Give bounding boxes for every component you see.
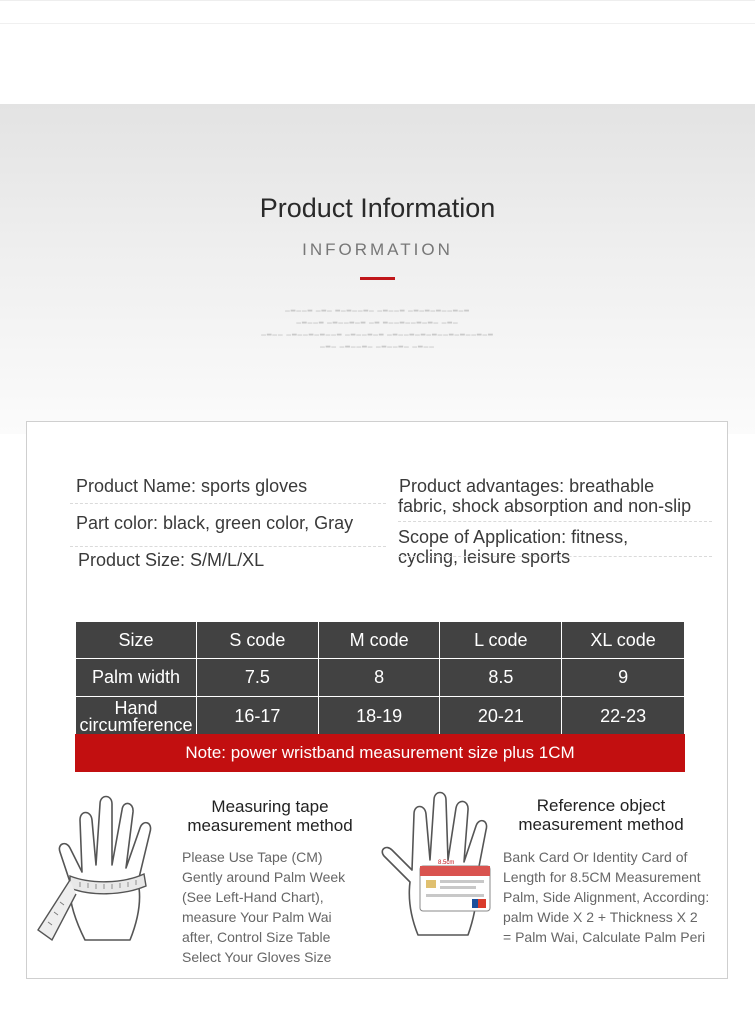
method-title-line: Reference object <box>536 796 666 815</box>
description-line: after, Control Size Table <box>182 929 331 945</box>
table-row <box>76 697 685 737</box>
description-line: Length for 8.5CM Measurement <box>503 869 701 885</box>
part-color: Part color: black, green color, Gray <box>76 513 354 533</box>
description-line: Palm, Side Alignment, According: <box>503 889 710 905</box>
method-title-line: Measuring tape <box>211 797 329 816</box>
row-label-line: Hand <box>114 697 158 718</box>
divider <box>70 503 386 504</box>
description-line: Gently around Palm Week <box>182 869 346 885</box>
method-title <box>170 797 370 835</box>
row-label-line: circumference <box>79 714 193 735</box>
decorative-text-line: ▁▂▁▁▂ ▁▂▁▁▂▁▂ ▁▂ ▂▁▁▂▁▁▂▁▂▁ ▁▂▁ <box>296 318 459 324</box>
row-label <box>76 697 197 737</box>
advantages-line-1: Product advantages: breathable <box>399 476 655 496</box>
product-name: Product Name: sports gloves <box>76 476 308 496</box>
table-row <box>76 659 685 697</box>
top-blank-area <box>0 0 755 104</box>
method-description <box>503 847 709 947</box>
description-line: Please Use Tape (CM) <box>182 849 323 865</box>
method-title-line: measurement method <box>187 816 353 835</box>
hand-card-illustration <box>378 790 503 940</box>
table-header-row <box>76 622 685 659</box>
description-line: = Palm Wai, Calculate Palm Peri <box>503 929 706 945</box>
decorative-text-line: ▁▂▁▁ ▁▂▁▁▂▁▂▁▁▂ ▁▂▁▁▂▁▂ ▁▂▁▁▂▁▂▁▂▁▁▂▁▂▁▁▂▁▂ <box>261 330 494 336</box>
product-size: Product Size: S/M/L/XL <box>78 550 265 570</box>
page-subtitle: INFORMATION <box>302 240 453 259</box>
table-header-cell: M code <box>318 622 440 659</box>
table-cell: 18-19 <box>318 697 440 737</box>
hand-tape-illustration <box>30 790 190 960</box>
description-line: palm Wide X 2 + Thickness X 2 <box>503 909 698 925</box>
table-header-cell: L code <box>440 622 562 659</box>
table-cell: 22-23 <box>562 697 685 737</box>
divider <box>398 556 712 557</box>
divider <box>70 546 386 547</box>
scope-line-1: Scope of Application: fitness, <box>398 527 629 547</box>
description-line: (See Left-Hand Chart), <box>182 889 324 905</box>
table-cell: 8.5 <box>440 659 562 697</box>
divider <box>398 521 712 522</box>
decorative-text-line: ▁▂▁▁▂ ▁▂▁ ▂▁▂▁▁▂▁ ▁▂▁▁▂ ▁▂▁▂▁▂▁▁▂▁▂ <box>285 306 470 312</box>
card-length-label: 8.5cm <box>438 860 455 866</box>
bank-card-icon <box>420 866 490 911</box>
description-line: Select Your Gloves Size <box>182 949 332 965</box>
table-header-cell: Size <box>76 622 197 659</box>
description-line: measure Your Palm Wai <box>182 909 332 925</box>
table-cell: 7.5 <box>196 659 318 697</box>
table-cell: 9 <box>562 659 685 697</box>
row-label <box>76 659 197 697</box>
header-section <box>0 104 755 434</box>
description-line: Bank Card Or Identity Card of <box>503 849 688 865</box>
method-title-line: measurement method <box>518 815 684 834</box>
advantages-line-2: fabric, shock absorption and non-slip <box>398 496 692 516</box>
table-header-cell: S code <box>196 622 318 659</box>
size-note-banner: Note: power wristband measurement size plus 1CM <box>75 734 685 772</box>
table-cell: 20-21 <box>440 697 562 737</box>
method-description <box>182 847 345 967</box>
table-cell: 8 <box>318 659 440 697</box>
row-label-line: Palm width <box>91 667 180 687</box>
decorative-text-line: ▁▂▁ ▁▂▁▁▂▁ ▁▂▁▁▂▁ ▁▂▁▁ <box>320 342 435 348</box>
scope-line-2: cycling, leisure sports <box>398 547 571 567</box>
table-header-cell: XL code <box>562 622 685 659</box>
page-title: Product Information <box>259 193 496 223</box>
title-underline <box>360 277 395 280</box>
size-table <box>75 621 685 737</box>
method-title <box>496 796 706 834</box>
table-cell: 16-17 <box>196 697 318 737</box>
divider <box>0 23 755 24</box>
